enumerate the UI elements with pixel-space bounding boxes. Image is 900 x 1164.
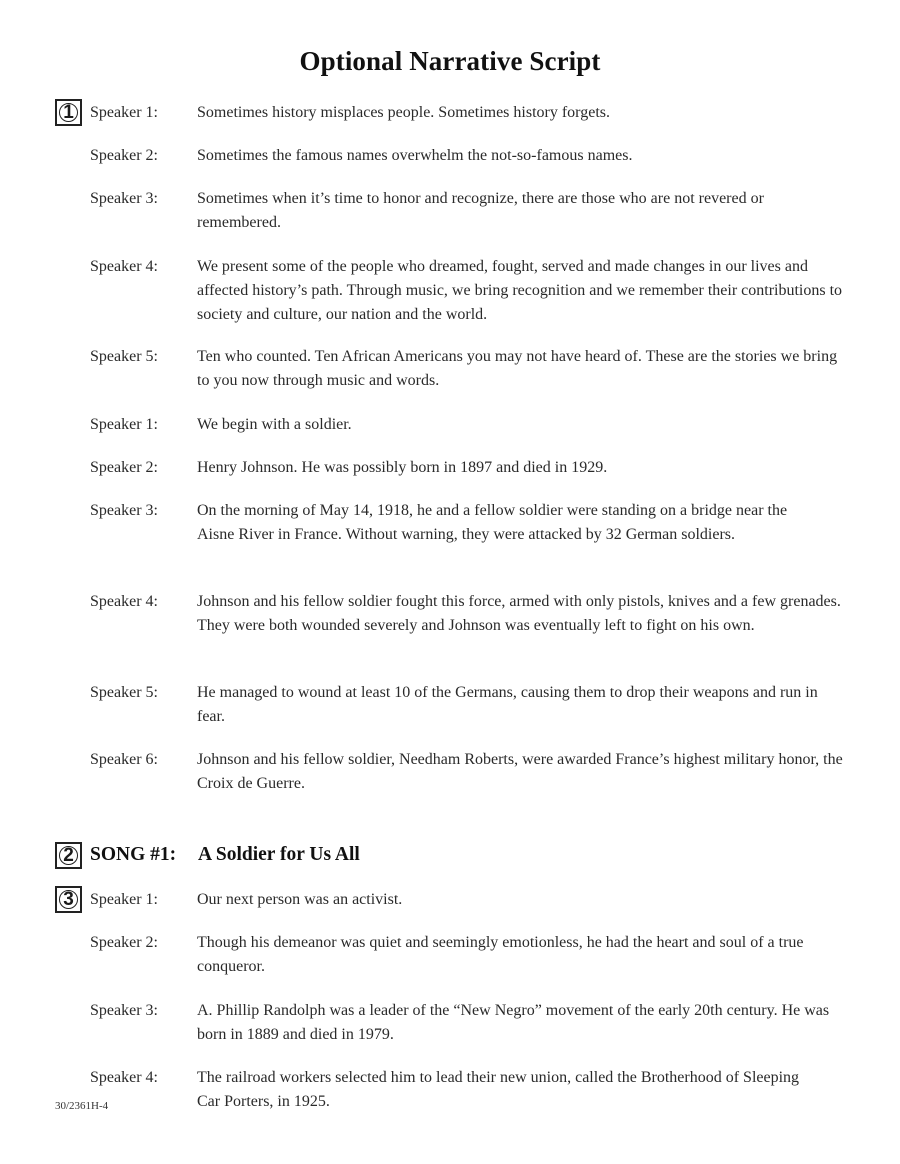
- speaker-text: Our next person was an activist.: [197, 891, 403, 908]
- speaker-label: Speaker 4:: [90, 1069, 158, 1086]
- speaker-label: Speaker 4:: [90, 258, 158, 275]
- speaker-text: A. Phillip Randolph was a leader of the “New Negro” movement of the early 20th century. He was born in 1889 and died in 1979.: [197, 1002, 830, 1043]
- footer-code: 30/2361H-4: [55, 1100, 109, 1112]
- speaker-label: Speaker 3:: [90, 190, 158, 207]
- speaker-text: He managed to wound at least 10 of the Germans, causing them to drop their weapons and run in fear.: [197, 684, 818, 725]
- speaker-label: Speaker 1:: [90, 104, 158, 121]
- speaker-label: Speaker 5:: [90, 684, 158, 701]
- speaker-label: Speaker 2:: [90, 934, 158, 951]
- speaker-text: We present some of the people who dreamed, fought, served and made changes in our lives and affected history’s path. Through music, we bring recognition and we remember their contributions to society and culture, our nation and the world.: [197, 258, 843, 323]
- speaker-label: Speaker 5:: [90, 348, 158, 365]
- song-title: A Soldier for Us All: [198, 844, 360, 865]
- speaker-text: Sometimes history misplaces people. Sometimes history forgets.: [197, 104, 610, 121]
- speaker-text: Ten who counted. Ten African Americans you may not have heard of. These are the stories we bring to you now through music and words.: [197, 348, 838, 389]
- section-marker-2: 2: [55, 842, 82, 869]
- page-title: Optional Narrative Script: [299, 46, 601, 76]
- speaker-text: The railroad workers selected him to lead their new union, called the Brotherhood of Sleeping Car Porters, in 1925.: [197, 1069, 800, 1110]
- song-heading: [90, 841, 360, 869]
- speaker-text: Though his demeanor was quiet and seemingly emotionless, he had the heart and soul of a true conqueror.: [197, 934, 804, 975]
- song-label: SONG #1:: [90, 844, 177, 865]
- speaker-label: Speaker 3:: [90, 1002, 158, 1019]
- speaker-text: Sometimes the famous names overwhelm the not-so-famous names.: [197, 147, 633, 164]
- speaker-text: Sometimes when it’s time to honor and recognize, there are those who are not revered or remembered.: [197, 190, 764, 231]
- speaker-label: Speaker 2:: [90, 459, 158, 476]
- speaker-label: Speaker 1:: [90, 891, 158, 908]
- speaker-text: Johnson and his fellow soldier, Needham Roberts, were awarded France’s highest military honor, the Croix de Guerre.: [197, 751, 843, 792]
- speaker-text: We begin with a soldier.: [197, 416, 352, 433]
- speaker-text: On the morning of May 14, 1918, he and a fellow soldier were standing on a bridge near the Aisne River in France. Without warning, they were attacked by 32 German soldiers.: [197, 502, 788, 543]
- speaker-label: Speaker 3:: [90, 502, 158, 519]
- speaker-label: Speaker 6:: [90, 751, 158, 768]
- speaker-text: Henry Johnson. He was possibly born in 1897 and died in 1929.: [197, 459, 608, 476]
- section-marker-3: 3: [55, 886, 82, 913]
- speaker-label: Speaker 1:: [90, 416, 158, 433]
- speaker-label: Speaker 2:: [90, 147, 158, 164]
- section-marker-1: 1: [55, 99, 82, 126]
- speaker-text: Johnson and his fellow soldier fought this force, armed with only pistols, knives and a few grenades. They were both wounded severely and Johnson was eventually left to fight on his own.: [197, 593, 841, 634]
- speaker-label: Speaker 4:: [90, 593, 158, 610]
